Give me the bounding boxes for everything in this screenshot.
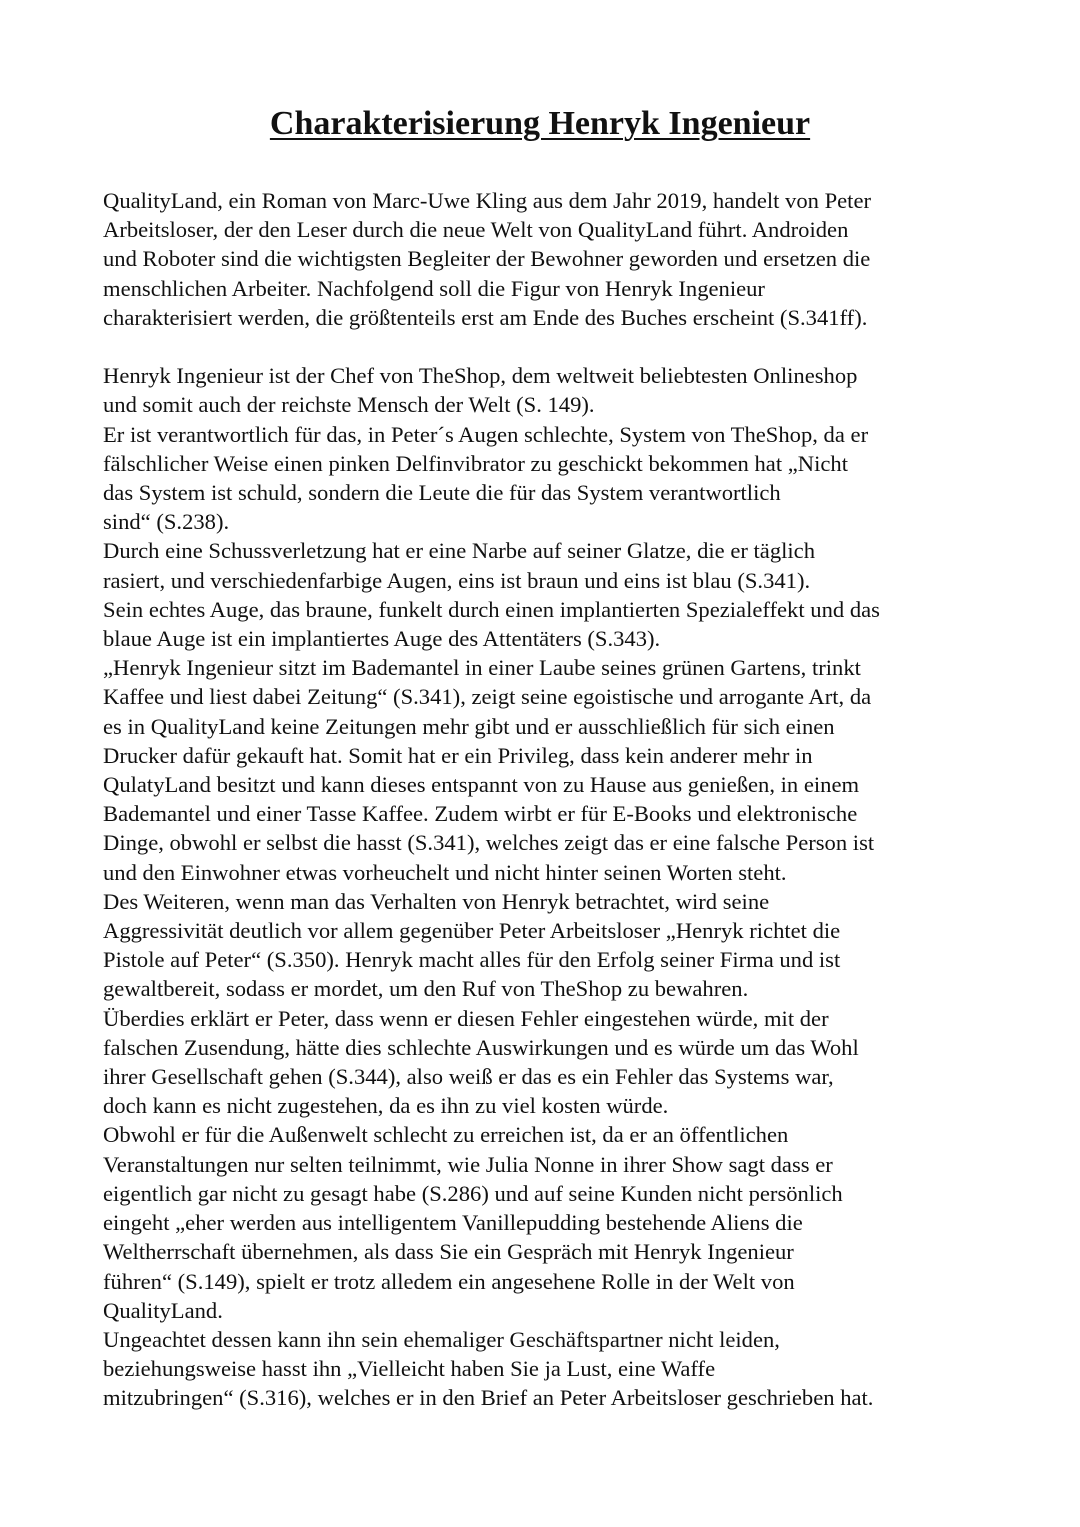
paragraph xyxy=(103,887,983,1004)
text-line: Weltherrschaft übernehmen, als dass Sie ein Gespräch mit Henryk Ingenieur xyxy=(103,1239,794,1265)
text-line: Obwohl er für die Außenwelt schlecht zu erreichen ist, da er an öffentlichen xyxy=(103,1122,789,1148)
text-line: Sein echtes Auge, das braune, funkelt durch einen implantierten Spezialeffekt und das xyxy=(103,596,880,622)
document-title: Charakterisierung Henryk Ingenieur xyxy=(269,105,811,142)
text-line: menschlichen Arbeiter. Nachfolgend soll die Figur von Henryk Ingenieur xyxy=(103,275,765,301)
document-body xyxy=(103,186,983,1413)
text-line: Dinge, obwohl er selbst die hasst (S.341), welches zeigt das er eine falsche Person ist xyxy=(103,830,875,856)
text-line: eigentlich gar nicht zu gesagt habe (S.286) und auf seine Kunden nicht persönlich xyxy=(103,1180,843,1206)
text-line: Veranstaltungen nur selten teilnimmt, wie Julia Nonne in ihrer Show sagt dass er xyxy=(103,1151,833,1177)
text-line: doch kann es nicht zugestehen, da es ihn zu viel kosten würde. xyxy=(103,1093,669,1119)
paragraph xyxy=(103,361,983,419)
text-line: QulatyLand besitzt und kann dieses entspannt von zu Hause aus genießen, in einem xyxy=(103,772,860,798)
paragraph xyxy=(103,595,983,653)
text-line: und somit auch der reichste Mensch der Welt (S. 149). xyxy=(103,392,595,418)
text-line: fälschlicher Weise einen pinken Delfinvibrator zu geschickt bekommen hat „Nicht xyxy=(103,450,848,476)
text-line: Aggressivität deutlich vor allem gegenüber Peter Arbeitsloser „Henryk richtet die xyxy=(103,918,841,944)
text-line: Durch eine Schussverletzung hat er eine Narbe auf seiner Glatze, die er täglich xyxy=(103,538,816,564)
text-line: sind“ (S.238). xyxy=(103,509,230,535)
text-line: Pistole auf Peter“ (S.350). Henryk macht alles für den Erfolg seiner Firma und ist xyxy=(103,947,841,973)
paragraph xyxy=(103,1004,983,1121)
text-line: Arbeitsloser, der den Leser durch die neue Welt von QualityLand führt. Androiden xyxy=(103,217,849,243)
text-line: charakterisiert werden, die größtenteils erst am Ende des Buches erscheint (S.341ff). xyxy=(103,304,868,330)
text-line: und Roboter sind die wichtigsten Begleiter der Bewohner geworden und ersetzen die xyxy=(103,246,871,272)
text-line: ihrer Gesellschaft gehen (S.344), also weiß er das es ein Fehler das Systems war, xyxy=(103,1064,834,1090)
text-line: QualityLand, ein Roman von Marc-Uwe Kling aus dem Jahr 2019, handelt von Peter xyxy=(103,188,872,213)
paragraph xyxy=(103,1325,983,1413)
text-line: „Henryk Ingenieur sitzt im Bademantel in einer Laube seines grünen Gartens, trinkt xyxy=(103,655,861,681)
paragraph xyxy=(103,1120,983,1324)
text-line: beziehungsweise hasst ihn „Vielleicht haben Sie ja Lust, eine Waffe xyxy=(103,1356,716,1382)
paragraph xyxy=(103,653,983,887)
text-line: QualityLand. xyxy=(103,1297,223,1323)
text-line: Er ist verantwortlich für das, in Peter´s Augen schlechte, System von TheShop, da er xyxy=(103,421,869,447)
text-line: und den Einwohner etwas vorheuchelt und nicht hinter seinen Worten steht. xyxy=(103,859,787,885)
paragraph xyxy=(103,420,983,537)
text-line: Kaffee und liest dabei Zeitung“ (S.341), zeigt seine egoistische und arrogante Art, da xyxy=(103,684,872,710)
text-line: blaue Auge ist ein implantiertes Auge des Attentäters (S.343). xyxy=(103,626,661,652)
paragraph xyxy=(103,536,983,594)
text-line: Drucker dafür gekauft hat. Somit hat er ein Privileg, dass kein anderer mehr in xyxy=(103,742,813,768)
text-line: gewaltbereit, sodass er mordet, um den Ruf von TheShop zu bewahren. xyxy=(103,976,749,1002)
text-line: das System ist schuld, sondern die Leute die für das System verantwortlich xyxy=(103,480,781,506)
text-line: es in QualityLand keine Zeitungen mehr gibt und er ausschließlich für sich einen xyxy=(103,713,835,739)
text-line: eingeht „eher werden aus intelligentem Vanillepudding bestehende Aliens die xyxy=(103,1210,803,1236)
text-line: rasiert, und verschiedenfarbige Augen, eins ist braun und eins ist blau (S.341). xyxy=(103,567,811,593)
text-line: mitzubringen“ (S.316), welches er in den Brief an Peter Arbeitsloser geschrieben hat. xyxy=(103,1385,874,1411)
text-line: führen“ (S.149), spielt er trotz alledem ein angesehene Rolle in der Welt von xyxy=(103,1268,795,1294)
text-line: Henryk Ingenieur ist der Chef von TheShop, dem weltweit beliebtesten Onlineshop xyxy=(103,363,858,389)
text-line: falschen Zusendung, hätte dies schlechte Auswirkungen und es würde um das Wohl xyxy=(103,1034,859,1060)
text-line: Ungeachtet dessen kann ihn sein ehemaliger Geschäftspartner nicht leiden, xyxy=(103,1326,780,1352)
paragraph xyxy=(103,186,983,332)
text-line: Bademantel und einer Tasse Kaffee. Zudem wirbt er für E-Books und elektronische xyxy=(103,801,858,827)
text-line: Des Weiteren, wenn man das Verhalten von Henryk betrachtet, wird seine xyxy=(103,888,770,914)
text-line: Überdies erklärt er Peter, dass wenn er diesen Fehler eingestehen würde, mit der xyxy=(103,1005,829,1031)
